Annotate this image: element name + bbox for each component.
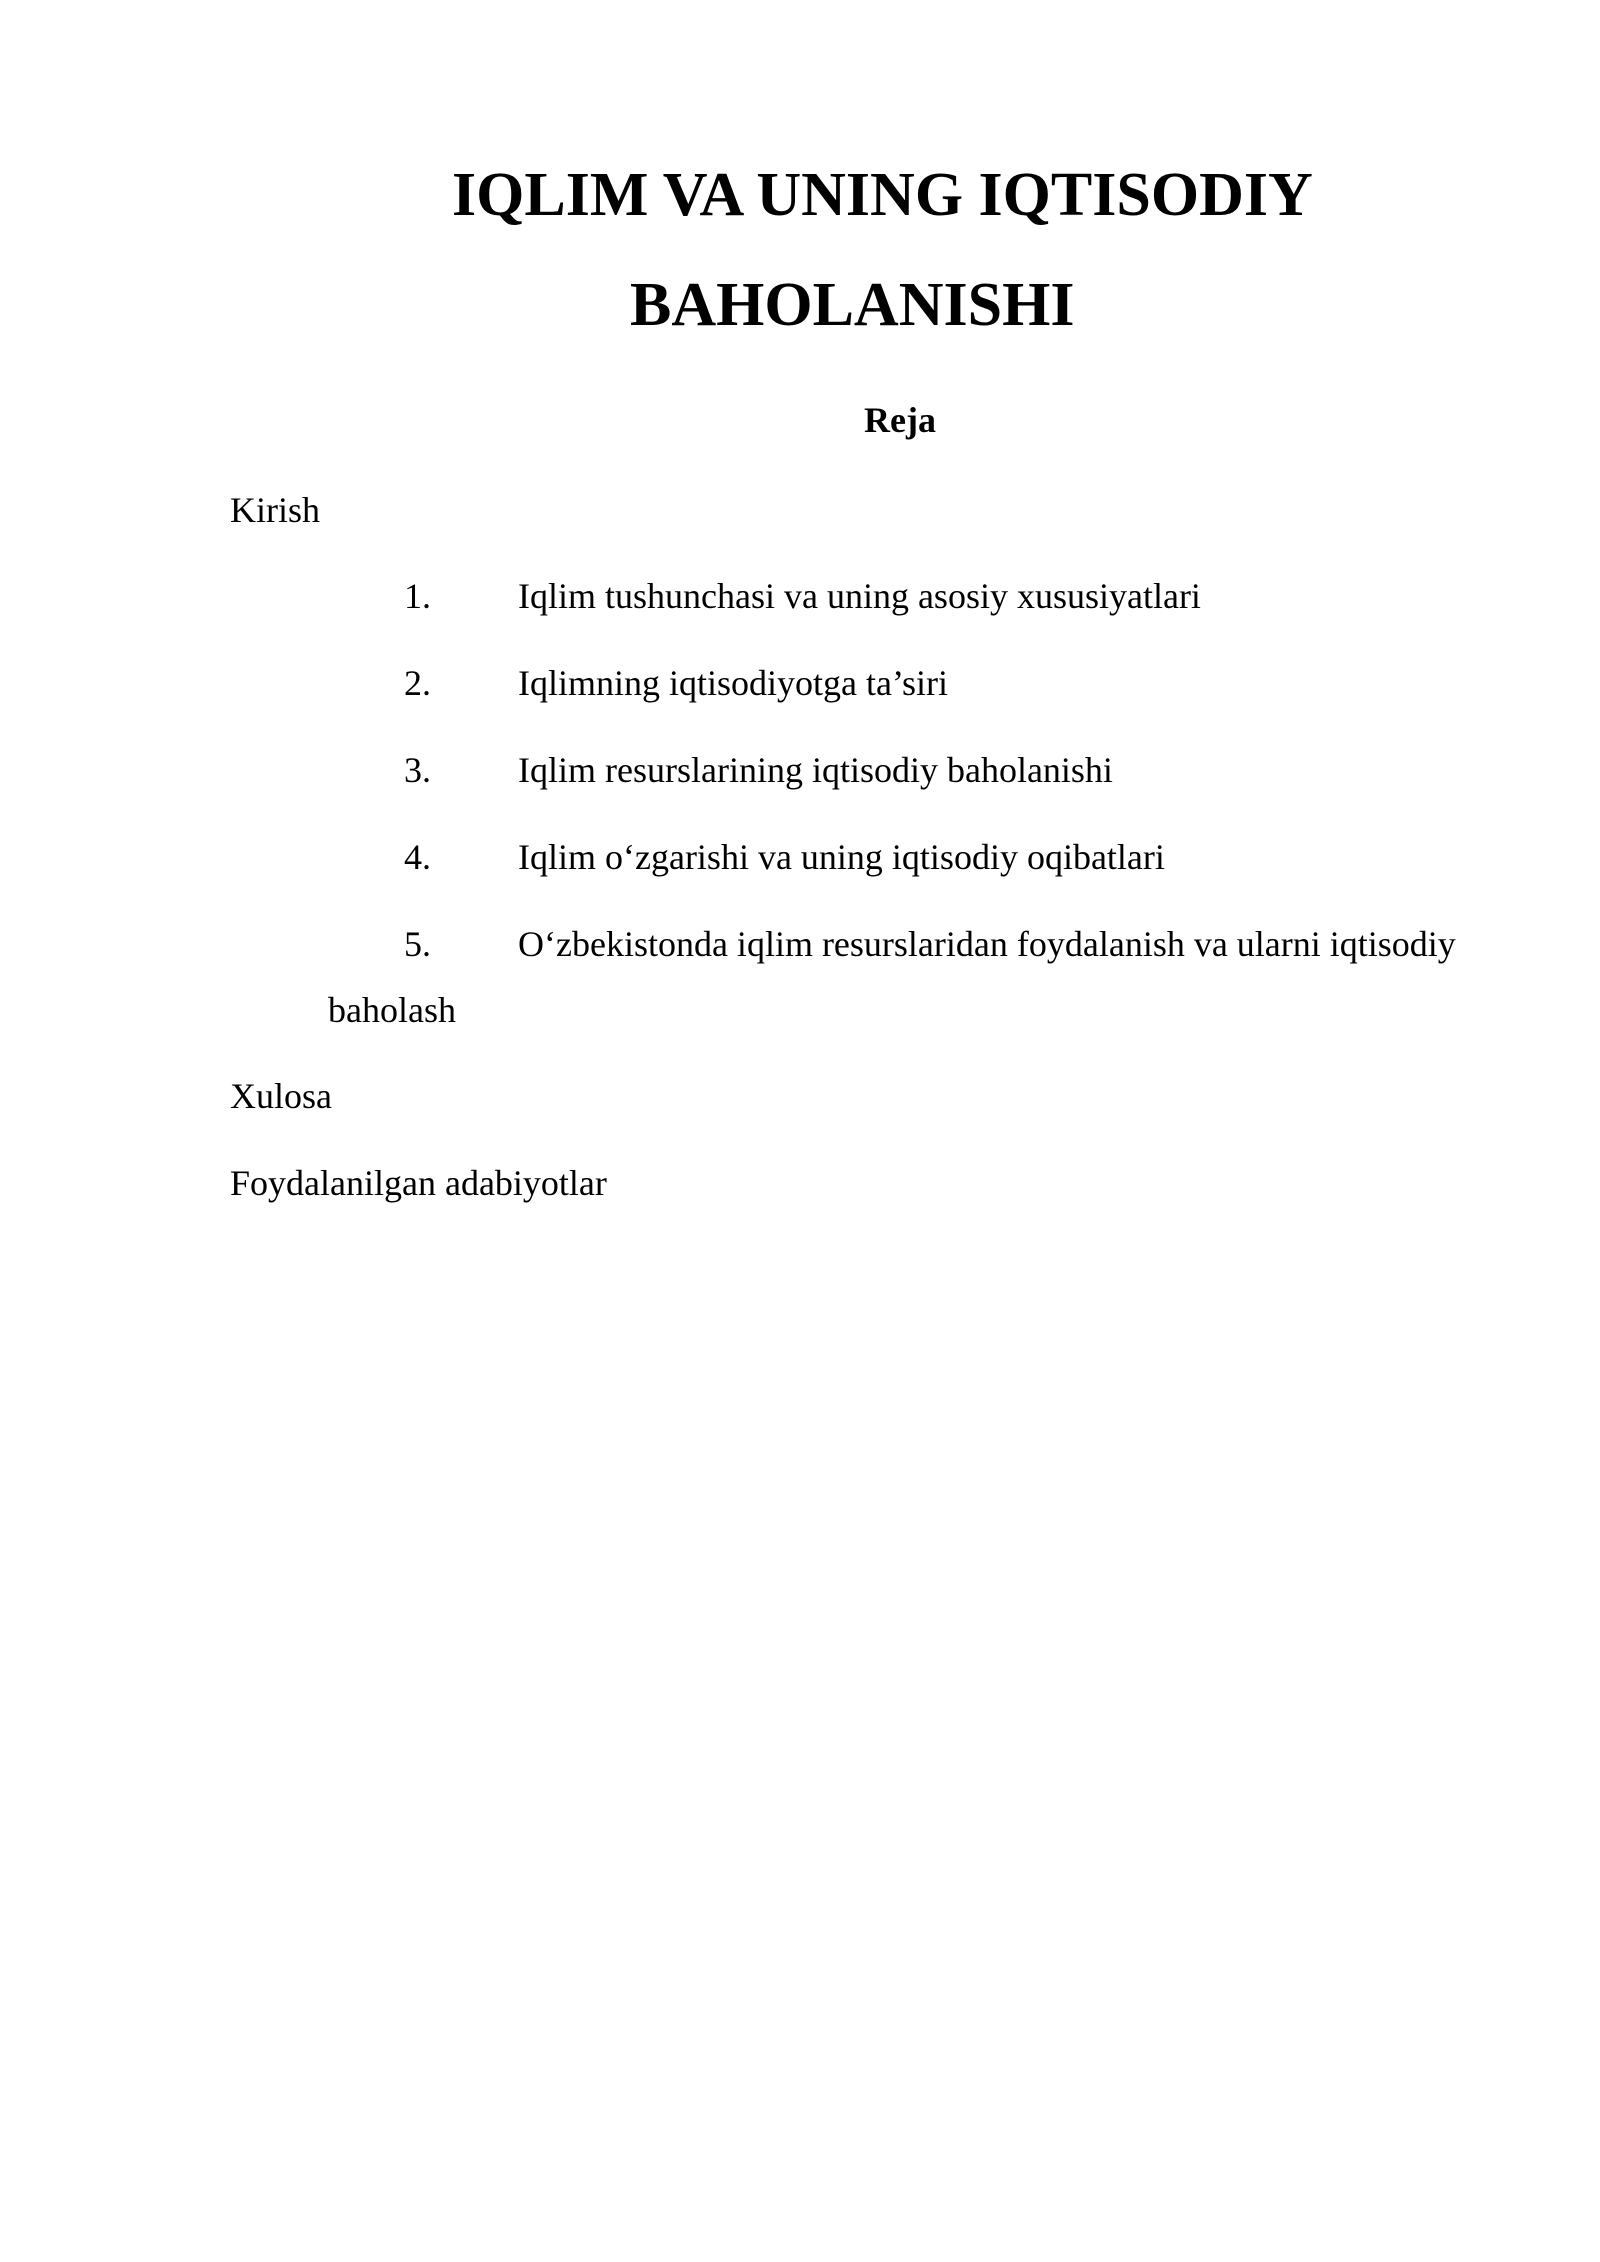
list-item-text: Iqlimning iqtisodiyotga ta’siri — [518, 663, 948, 703]
list-item-text: Iqlim o‘zgarishi va uning iqtisodiy oqibatlari — [518, 837, 1165, 877]
intro-label: Kirish — [230, 490, 320, 530]
conclusion-label: Xulosa — [230, 1076, 332, 1116]
title-line-2: BAHOLANISHI — [630, 271, 1075, 339]
list-item-number: 2. — [404, 663, 431, 703]
list-item-text: Iqlim tushunchasi va uning asosiy xususiyatlari — [518, 576, 1201, 616]
list-item-number: 5. — [404, 924, 431, 964]
list-item-number: 4. — [404, 837, 431, 877]
list-item-number: 3. — [404, 750, 431, 790]
list-item-text: O‘zbekistonda iqlim resurslaridan foydalanish va ularni iqtisodiy — [518, 924, 1456, 964]
title-line-1: IQLIM VA UNING IQTISODIY — [452, 161, 1313, 229]
list-item-number: 1. — [404, 576, 431, 616]
list-item-continuation: baholash — [328, 990, 456, 1030]
references-label: Foydalanilgan adabiyotlar — [230, 1163, 607, 1203]
list-item-text: Iqlim resurslarining iqtisodiy baholanishi — [518, 750, 1113, 790]
plan-heading: Reja — [864, 400, 936, 440]
